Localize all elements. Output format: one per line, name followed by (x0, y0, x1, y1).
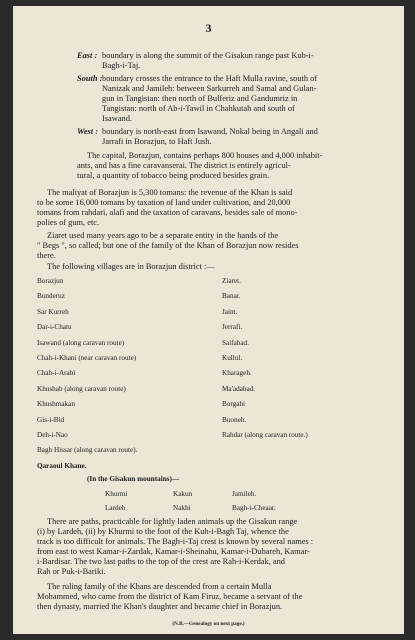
maliyat-line-1: The maliyat of Borazjun is 5,300 tomans: the revenue of the Khan is said (47, 188, 293, 197)
maliyat-line-4: polies of gum, etc. (37, 218, 100, 227)
ziaret-line-2: " Begs ", so called; but one of the family of the Khan of Borazjun now resides (37, 241, 299, 250)
ruling-line-3: then dynasty, married the Khan's daughter and became chief in Borazjun. (37, 602, 283, 611)
village-right-10: Buoneh. (222, 416, 247, 424)
village-left-12: Bagh Hissar (along caravan route). (37, 446, 138, 454)
village-left-10: Gis-i-Bid (37, 416, 65, 424)
village-left-6: Chah-i-Khani (near caravan route) (37, 354, 137, 362)
village-left-5: Isawand (along caravan route) (37, 339, 125, 347)
paths-line-1: There are paths, practicable for lightly laden animals up the Gisakun range (47, 517, 298, 526)
paths-line-2: (i) by Lardeh, (ii) by Khurmi to the foot of the Kuh-i-Bagh Taj, whence the (37, 527, 289, 536)
border-south-line-5: Isawand. (102, 114, 132, 123)
capital-line-3: tural, a quantity of tobacco being produced besides grain. (77, 171, 270, 180)
border-label-south: South : (77, 74, 103, 83)
border-label-west: West : (77, 127, 99, 136)
border-south-line-3: gun in Tangistan: then north of Bulferiz and Gandumriz in (102, 94, 298, 103)
footnote: (N.B.—Genealogy on next page.) (172, 621, 245, 627)
border-west-line-2: Jarrafi in Borazjun, to Haft Jush. (102, 137, 212, 146)
ruling-line-2: Mohammed, who came from the district of Kam Firuz, became a servant of the (37, 592, 303, 601)
village-left-9: Khushmakan (37, 400, 75, 408)
village-left-1: Borazjun (37, 277, 64, 285)
village-right-5: Saifabad. (222, 339, 249, 347)
maliyat-line-2: to be some 16,000 tomans by taxation of land under cultivation, and 20,000 (37, 198, 291, 207)
gisakun-village-6: Bagh-i-Cheaar. (232, 504, 276, 512)
village-left-7: Chah-i-Arabi (37, 369, 76, 377)
village-right-4: Jerrafi. (222, 323, 243, 331)
border-south-line-1: boundary crosses the entrance to the Haft Mulla ravine, south of (102, 74, 318, 83)
maliyat-line-3: tomans from rahdari, alafi and the taxation of caravans, besides sale of mono- (37, 208, 298, 217)
gisakun-village-5: Nakhi (173, 504, 191, 512)
village-right-2: Banar. (222, 292, 241, 300)
village-left-3: Sar Kurreh (37, 308, 69, 316)
village-right-7: Kharageh. (222, 369, 252, 377)
village-right-9: Borgahi (222, 400, 246, 408)
villages-intro: The following villages are in Borazjun district :— (47, 262, 215, 271)
border-east-line-2: Bagh-i-Taj. (102, 61, 141, 70)
village-left-4: Dar-i-Chatu (37, 323, 72, 331)
village-right-1: Ziaret. (222, 277, 241, 285)
border-label-east: East : (77, 51, 98, 60)
paths-line-4: from east to west Kamar-i-Zardak, Kamar-i-Sheinahu, Kamar-i-Dubareh, Kamar- (37, 547, 310, 556)
document-page (13, 6, 404, 634)
village-right-11: Rahdar (along caravan route.) (222, 431, 308, 439)
paths-line-5: i-Bardisar. The two last paths to the top of the crest are Rah-i-Kerdak, and (37, 557, 285, 566)
capital-line-1: The capital, Borazjun, contains perhaps 800 houses and 4,000 inhabit- (87, 151, 323, 160)
village-right-3: Jaim. (222, 308, 238, 316)
border-west-line-1: boundary is north-east from Isawand, Nokal being in Angali and (102, 127, 318, 136)
village-left-8: Khushab (along caravan route) (37, 385, 126, 393)
ruling-line-1: The ruling family of the Khans are descended from a certain Mulla (47, 582, 272, 591)
border-south-line-2: Nanizak and Jamileh: between Sarkurreh and Samal and Gulan- (102, 84, 317, 93)
border-east-line-1: boundary is along the summit of the Gisakun range past Kub-i- (102, 51, 314, 60)
village-right-6: Kullul. (222, 354, 243, 362)
capital-line-2: ants, and has a fine caravanserai. The district is entirely agricul- (77, 161, 291, 170)
village-left-11: Deh-i-Nao (37, 431, 68, 439)
page-number: 3 (205, 21, 212, 35)
paths-line-6: Rah or Puk-i-Bariki. (37, 567, 106, 576)
gisakun-village-1: Khurmi (105, 490, 128, 498)
ziaret-line-1: Ziaret used many years ago to be a separate entity in the hands of the (47, 231, 279, 240)
village-left-2: Bunderuz (37, 292, 65, 300)
paths-line-3: track is too difficult for animals. The Bagh-i-Taj crest is known by several names : (37, 537, 314, 546)
village-right-8: Ma'adabad. (222, 385, 256, 393)
gisakun-village-3: Jamileh. (232, 490, 257, 498)
gisakun-heading: (In the Gisakun mountains)— (87, 475, 180, 483)
village-left-13: Qaraoul Khane. (37, 462, 87, 470)
border-south-line-4: Tangistan: north of Ab-i-Tawil in Chahkutah and south of (102, 104, 295, 113)
gisakun-village-4: Lardeh (105, 504, 126, 512)
ziaret-line-3: there. (37, 251, 56, 260)
gisakun-village-2: Kakun (173, 490, 193, 498)
